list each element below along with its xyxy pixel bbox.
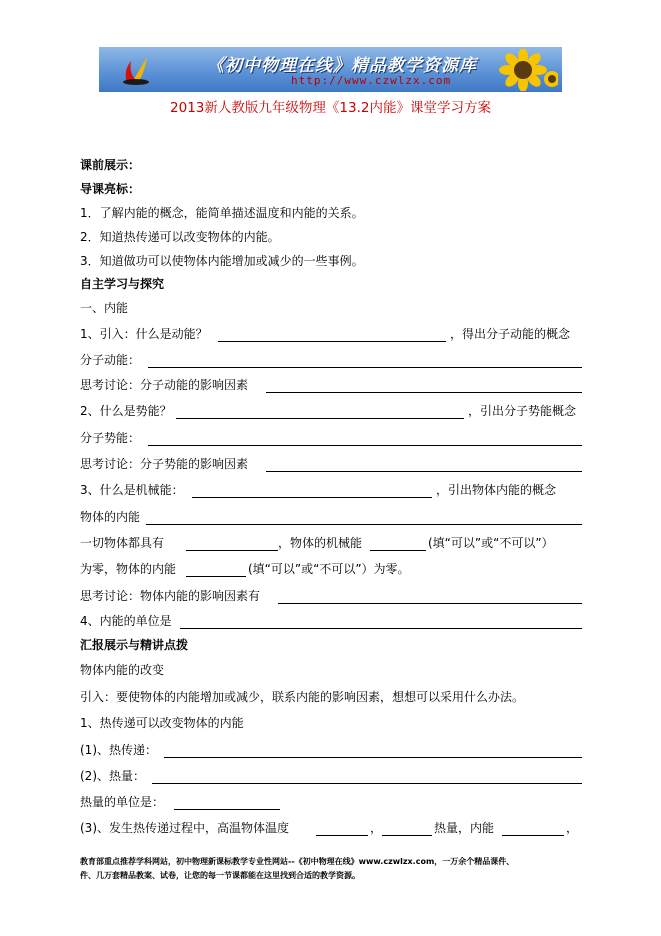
section-heading: 导课亮标： <box>80 182 141 196</box>
header-banner <box>99 47 562 92</box>
answer-blank[interactable] <box>266 471 582 472</box>
question-text: ，引出分子势能概念 <box>468 404 577 418</box>
intro-text: 引入：要使物体的内能增加或减少，联系内能的影响因素，想想可以采用什么办法。 <box>80 690 525 704</box>
answer-blank[interactable] <box>164 757 582 758</box>
footer-line: 教育部重点推荐学科网站，初中物理新课标教学专业性网站--《初中物理在线》www.czwlzx.com，一万余个精品课件、 <box>80 857 515 866</box>
question-text: 物体的内能 <box>80 510 141 524</box>
objective-item: 2．知道热传递可以改变物体的内能。 <box>80 230 280 244</box>
section-heading: 汇报展示与精讲点拨 <box>80 638 189 652</box>
question-text: (2)、热量： <box>80 769 145 783</box>
banner-url: http://www.czwlzx.com <box>291 74 452 87</box>
answer-blank[interactable] <box>148 367 582 368</box>
answer-blank[interactable] <box>502 835 564 836</box>
banner-title: 《初中物理在线》精品教学资源库 <box>207 56 477 76</box>
question-text: 分子势能： <box>80 431 141 445</box>
answer-blank[interactable] <box>176 418 464 419</box>
section-heading: 自主学习与探究 <box>80 277 165 291</box>
answer-blank[interactable] <box>146 524 582 525</box>
site-logo-icon <box>121 53 151 86</box>
question-text: 思考讨论：物体内能的影响因素有 <box>80 589 261 603</box>
question-text: 为零，物体的内能 <box>80 562 177 576</box>
question-text: (3)、发生热传递过程中，高温物体温度 <box>80 821 289 835</box>
question-text: (填“可以”或“不可以”）为零。 <box>248 562 410 576</box>
question-text: (1)、热传递： <box>80 743 157 757</box>
answer-blank[interactable] <box>180 628 582 629</box>
question-text: 一切物体都具有 <box>80 536 165 550</box>
document-title: 2013新人教版九年级物理《13.2内能》课堂学习方案 <box>170 100 491 116</box>
answer-blank[interactable] <box>152 783 582 784</box>
question-text: 思考讨论：分子动能的影响因素 <box>80 378 249 392</box>
question-text: ， <box>566 821 579 835</box>
answer-blank[interactable] <box>186 550 278 551</box>
question-text: 热量，内能 <box>434 821 495 835</box>
question-text: ，物体的机械能 <box>278 536 363 550</box>
answer-blank[interactable] <box>192 497 432 498</box>
answer-blank[interactable] <box>370 550 426 551</box>
question-text: 分子动能： <box>80 353 141 367</box>
section-heading: 课前展示： <box>80 158 141 172</box>
page-footer <box>80 855 600 883</box>
question-text: ，得出分子动能的概念 <box>450 327 571 341</box>
question-text: 4、内能的单位是 <box>80 614 172 628</box>
question-text: 2、什么是势能？ <box>80 404 172 418</box>
objective-item: 3．知道做功可以使物体内能增加或减少的一些事例。 <box>80 254 364 268</box>
answer-blank[interactable] <box>148 445 582 446</box>
question-text: ， <box>370 821 383 835</box>
question-text: 3、什么是机械能： <box>80 483 184 497</box>
subsection-heading: 1、热传递可以改变物体的内能 <box>80 716 244 730</box>
answer-blank[interactable] <box>316 835 368 836</box>
question-text: 热量的单位是： <box>80 795 165 809</box>
answer-blank[interactable] <box>174 809 280 810</box>
answer-blank[interactable] <box>382 835 432 836</box>
subsection-heading: 一、内能 <box>80 301 129 315</box>
answer-blank[interactable] <box>278 603 582 604</box>
question-text: (填“可以”或“不可以”） <box>428 536 554 550</box>
subsection-heading: 物体内能的改变 <box>80 663 165 677</box>
answer-blank[interactable] <box>186 576 246 577</box>
question-text: ，引出物体内能的概念 <box>436 483 557 497</box>
question-text: 思考讨论：分子势能的影响因素 <box>80 457 249 471</box>
answer-blank[interactable] <box>218 341 446 342</box>
question-text: 1、引入：什么是动能？ <box>80 327 208 341</box>
footer-line: 件、几万套精品教案、试卷，让您的每一节课都能在这里找到合适的教学资源。 <box>80 871 360 880</box>
answer-blank[interactable] <box>266 392 582 393</box>
objective-item: 1．了解内能的概念，能简单描述温度和内能的关系。 <box>80 206 364 220</box>
sunflower-icon <box>488 49 558 91</box>
